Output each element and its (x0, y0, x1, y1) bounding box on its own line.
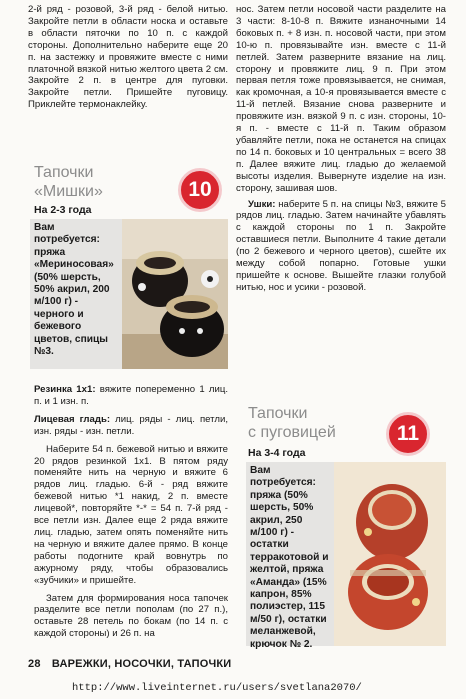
page-footer (28, 658, 231, 670)
section-10-title-line2: «Мишки» (34, 183, 103, 200)
page-number: 28 (28, 658, 41, 670)
stockinette-text: лиц. ряды - лиц. петли, изн. ряды - изн. петли. (34, 413, 228, 437)
stockinette-label: Лицевая гладь: (34, 413, 111, 425)
slippers-bears-photo (122, 219, 228, 369)
section-heading: ВАРЕЖКИ, НОСОЧКИ, ТАПОЧКИ (51, 658, 232, 670)
column-left (28, 4, 228, 111)
ears-text: наберите 5 п. на спицы №3, вяжите 5 рядов лиц. гладью. Затем начинайте убавлять с каждой стороны по 1 п. Закройте оставшиеся петли. Выполните 4 такие детали (по 2 бежевого и черного цветов), сшейте их между собой попарно. Готовые ушки пришейте к основе. Вышейте глазки голубой нитью, нос и усики - розовой. (236, 198, 446, 293)
section-11-title (248, 404, 336, 442)
nose-paragraph: Затем для формирования носа тапочек разделите все петли пополам (по 27 п.), оставьте 28 петель по бокам (по 14 п. с каждой стороны) и 26 п. на (34, 592, 228, 640)
materials-box-11: Вам потребуется: пряжа (50% шерсть, 50% акрил, 250 м/100 г) - остатки терракотовой и желтой, пряжа «Аманда» (15% капрон, 85% полиэстер, 115 м/50 г), остатки меланжевой, крючок № 2. (246, 462, 334, 646)
ears-paragraph (236, 199, 446, 294)
rib-label: Резинка 1х1: (34, 384, 96, 395)
section-10-title (34, 163, 103, 201)
materials-box-10: Вам потребуется: пряжа «Мериносовая» (50% шерсть, 50% акрил, 200 м/100 г) - черного и бежевого цветов, спицы №3. (30, 219, 122, 369)
section-11-title-line1: Тапочки (248, 405, 308, 422)
rib-paragraph (34, 384, 228, 408)
ears-label: Ушки: (248, 198, 276, 210)
pattern-number-badge-10: 10 (178, 168, 222, 212)
watermark-url: http://www.liveinternet.ru/users/svetlana2070/ (72, 682, 362, 694)
decrease-paragraph: нос. Затем петли носовой части разделите на 3 части: 8-10-8 п. Вяжите изнаночными 14 боковых п. + 8 изн. п. носовой части, при этом 10-ю п. провязывайте изн. вместе с 11-й петлей. Затем разверните вязание на лиц. сторону и провяжите лиц. 9 п. При этом первая петля тоже провязывается, не снимая, как кромочная, а 10-я провязывается вместе с 11-й петлей. Вязание снова разверните и провяжите изн. вязкой 9 п. с изн. стороны, 10-я п. - вместе с 11-й п. Таким образом убавляйте петли, пока не останется на спицах по 14 п. боковых и 10 центральных = всего 38 п. Далее вяжите лиц. гладью до желаемой высоты изделия. Вывернуте изделие на изн. сторону, зашивая шов. (236, 4, 446, 194)
column-left-lower (34, 384, 228, 640)
slippers-button-photo (334, 462, 446, 646)
section-11-age: На 3-4 года (248, 447, 306, 459)
rib-text: вяжите попеременно 1 лиц. п. и 1 изн. п. (34, 384, 228, 407)
stockinette-paragraph (34, 414, 228, 438)
main-paragraph: Наберите 54 п. бежевой нитью и вяжите 20 рядов резинкой 1х1. В пятом ряду поменяйте нить на черную и вяжите 6 рядов лиц. гладью. 6-й - ряд вяжите бежевой нитью *1 накид, 2 п. вместе лицевой*, повторяйте *-* = 54 п. 7-й ряд - все петли изн. Далее еще 2 ряда вяжите лиц. гладью, затем опять поменяйте нить на черную и вяжите далее прямо. В конце работы подогните край вовнутрь по ажурному ряду, чтобы образовались «зубчики» и пришейте. (34, 443, 228, 586)
column-right (236, 4, 446, 294)
section-10-age: На 2-3 года (34, 204, 92, 216)
section-10-title-line1: Тапочки (34, 164, 94, 181)
intro-paragraph: 2-й ряд - розовой, 3-й ряд - белой нитью. Закройте петли в области носка и оставьте в области пяточки по 10 п. с каждой стороны. Дополнительно наберите еще 20 п. на застежку и провяжите вместе с ними платочной вязкой нитью желтого цвета 2 см. Закройте 2 п. в центре для пуговки. Закройте петли. Пришейте пуговицу. Приклейте термонаклейку. (28, 4, 228, 111)
pattern-number-badge-11: 11 (386, 412, 430, 456)
section-11-title-line2: с пуговицей (248, 424, 336, 441)
